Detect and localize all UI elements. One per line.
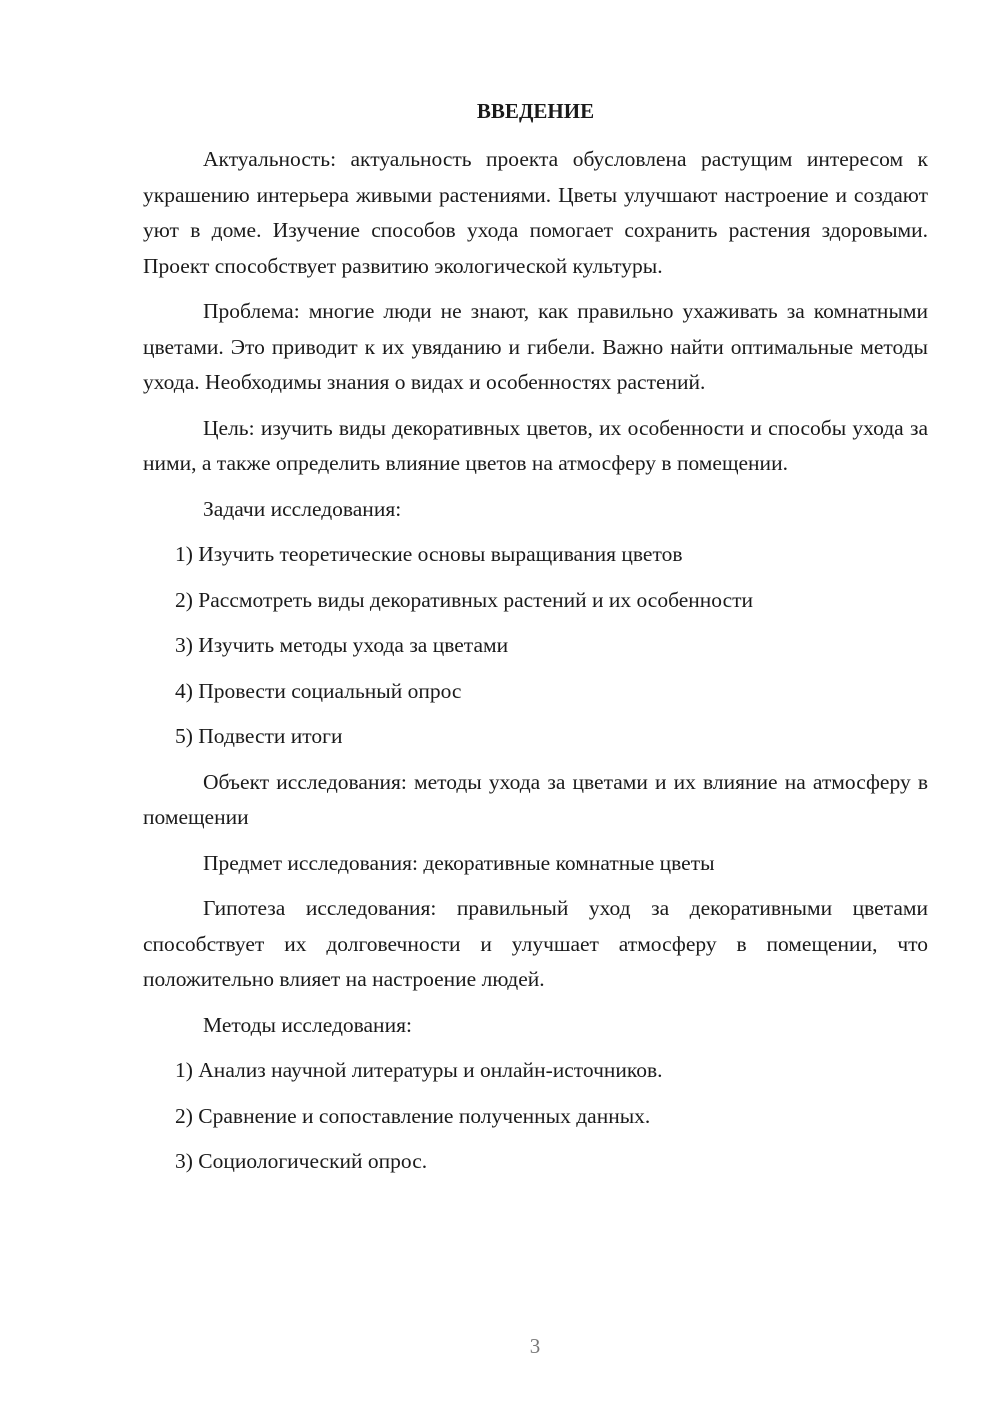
problem-paragraph: Проблема: многие люди не знают, как правильно ухаживать за комнатными цветами. Это приводит к их увяданию и гибели. Важно найти оптимальные методы ухода. Необходимы знания о видах и особенностях растений.	[143, 299, 928, 394]
methods-list	[143, 1053, 928, 1180]
object-paragraph: Объект исследования: методы ухода за цветами и их влияние на атмосферу в помещении	[143, 769, 928, 829]
list-item: 3) Социологический опрос.	[175, 1149, 428, 1173]
page-number: 3	[529, 1334, 541, 1358]
subject-paragraph: Предмет исследования: декоративные комнатные цветы	[203, 850, 715, 875]
goal-paragraph: Цель: изучить виды декоративных цветов, их особенности и способы ухода за ними, а также определить влияние цветов на атмосферу в помещении.	[143, 415, 928, 475]
section-title: ВВЕДЕНИЕ	[476, 99, 595, 123]
list-item: 2) Рассмотреть виды декоративных растений и их особенности	[175, 587, 754, 612]
document-page	[143, 96, 928, 1190]
list-item: 5) Подвести итоги	[175, 724, 343, 748]
tasks-list	[143, 537, 928, 755]
list-item: 1) Изучить теоретические основы выращивания цветов	[175, 542, 683, 566]
relevance-paragraph: Актуальность: актуальность проекта обусловлена растущим интересом к украшению интерьера живыми растениями. Цветы улучшают настроение и создают уют в доме. Изучение способов ухода помогает сохранить растения здоровыми. Проект способствует развитию экологической культуры.	[143, 147, 928, 278]
list-item: 1) Анализ научной литературы и онлайн-источников.	[175, 1058, 663, 1082]
tasks-heading: Задачи исследования:	[203, 496, 402, 521]
list-item: 4) Провести социальный опрос	[175, 678, 462, 703]
list-item: 3) Изучить методы ухода за цветами	[175, 633, 509, 657]
list-item: 2) Сравнение и сопоставление полученных данных.	[175, 1103, 651, 1128]
hypothesis-paragraph: Гипотеза исследования: правильный уход за декоративными цветами способствует их долговечности и улучшает атмосферу в помещении, что положительно влияет на настроение людей.	[143, 896, 928, 991]
methods-heading: Методы исследования:	[203, 1012, 412, 1037]
